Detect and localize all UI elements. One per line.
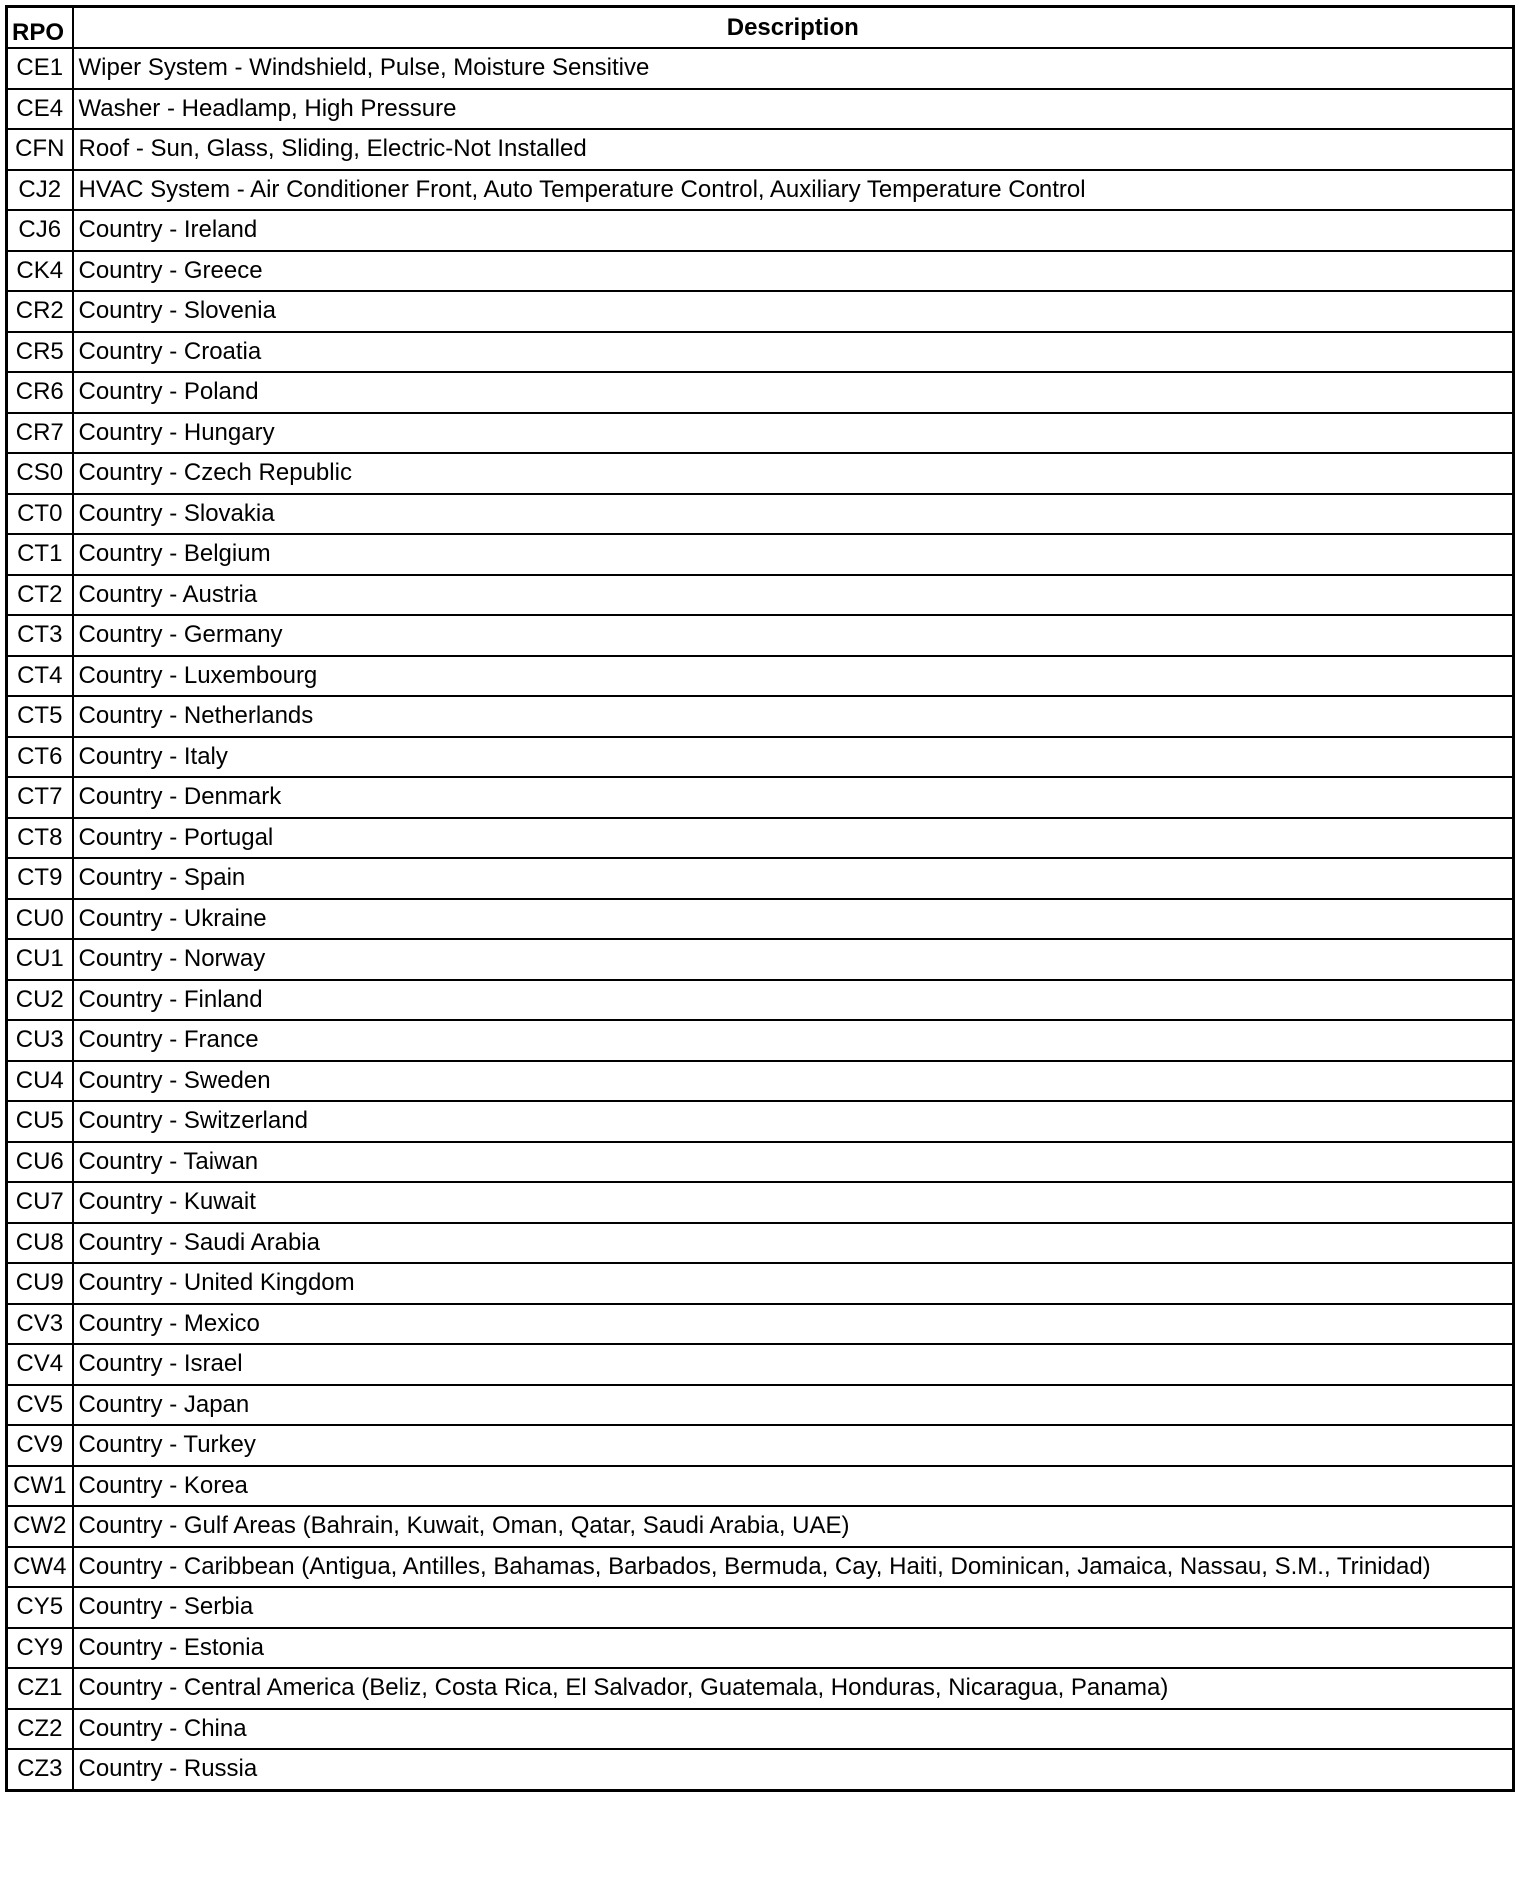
table-header: [7, 7, 1514, 49]
description-cell: Country - China: [73, 1709, 1514, 1750]
rpo-code-cell: CE4: [7, 89, 73, 130]
rpo-code-cell: CV3: [7, 1304, 73, 1345]
rpo-code-cell: CV4: [7, 1344, 73, 1385]
rpo-code-cell: CV9: [7, 1425, 73, 1466]
table-row: [7, 1385, 1514, 1426]
rpo-code-cell: CJ2: [7, 170, 73, 211]
table-row: [7, 1061, 1514, 1102]
rpo-code-cell: CU2: [7, 980, 73, 1021]
table-row: [7, 737, 1514, 778]
rpo-code-cell: CT9: [7, 858, 73, 899]
table-row: [7, 575, 1514, 616]
rpo-code-cell: CK4: [7, 251, 73, 292]
description-cell: Country - Korea: [73, 1466, 1514, 1507]
rpo-code-cell: CW1: [7, 1466, 73, 1507]
table-row: [7, 1020, 1514, 1061]
rpo-code-cell: CU0: [7, 899, 73, 940]
description-cell: Roof - Sun, Glass, Sliding, Electric-Not Installed: [73, 129, 1514, 170]
table-row: [7, 170, 1514, 211]
rpo-code-cell: CZ2: [7, 1709, 73, 1750]
table-row: [7, 251, 1514, 292]
rpo-code-cell: CU7: [7, 1182, 73, 1223]
rpo-code-cell: CW2: [7, 1506, 73, 1547]
description-column-header: Description: [73, 7, 1514, 49]
description-cell: Country - Ireland: [73, 210, 1514, 251]
description-cell: Country - Norway: [73, 939, 1514, 980]
table-body: [7, 48, 1514, 1790]
table-row: [7, 1506, 1514, 1547]
rpo-code-cell: CW4: [7, 1547, 73, 1588]
rpo-code-cell: CU8: [7, 1223, 73, 1264]
description-cell: Country - Belgium: [73, 534, 1514, 575]
rpo-code-cell: CY9: [7, 1628, 73, 1669]
description-cell: Country - Turkey: [73, 1425, 1514, 1466]
description-cell: Country - Croatia: [73, 332, 1514, 373]
rpo-code-cell: CV5: [7, 1385, 73, 1426]
table-row: [7, 1547, 1514, 1588]
table-row: [7, 413, 1514, 454]
rpo-code-cell: CT3: [7, 615, 73, 656]
table-row: [7, 534, 1514, 575]
description-cell: Country - Germany: [73, 615, 1514, 656]
rpo-code-cell: CT2: [7, 575, 73, 616]
description-cell: Washer - Headlamp, High Pressure: [73, 89, 1514, 130]
rpo-code-cell: CU3: [7, 1020, 73, 1061]
table-row: [7, 291, 1514, 332]
description-cell: Country - Serbia: [73, 1587, 1514, 1628]
table-row: [7, 1425, 1514, 1466]
table-row: [7, 858, 1514, 899]
table-row: [7, 980, 1514, 1021]
description-cell: Country - Hungary: [73, 413, 1514, 454]
description-cell: Country - Portugal: [73, 818, 1514, 859]
rpo-code-cell: CT7: [7, 777, 73, 818]
description-cell: Country - Luxembourg: [73, 656, 1514, 697]
table-row: [7, 1263, 1514, 1304]
description-cell: Country - Russia: [73, 1749, 1514, 1790]
rpo-code-cell: CR7: [7, 413, 73, 454]
table-row: [7, 656, 1514, 697]
table-row: [7, 615, 1514, 656]
table-row: [7, 210, 1514, 251]
description-cell: Country - Sweden: [73, 1061, 1514, 1102]
rpo-code-cell: CR6: [7, 372, 73, 413]
description-cell: Country - Poland: [73, 372, 1514, 413]
table-row: [7, 129, 1514, 170]
rpo-code-cell: CU1: [7, 939, 73, 980]
description-cell: Country - Caribbean (Antigua, Antilles, Bahamas, Barbados, Bermuda, Cay, Haiti, Dominican, Jamaica, Nassau, S.M., Trinidad): [73, 1547, 1514, 1588]
description-cell: Country - Italy: [73, 737, 1514, 778]
table-row: [7, 1749, 1514, 1790]
rpo-code-cell: CR2: [7, 291, 73, 332]
rpo-table: [5, 5, 1515, 1792]
rpo-code-cell: CU5: [7, 1101, 73, 1142]
table-row: [7, 1344, 1514, 1385]
description-cell: Wiper System - Windshield, Pulse, Moisture Sensitive: [73, 48, 1514, 89]
table-row: [7, 777, 1514, 818]
table-row: [7, 1668, 1514, 1709]
rpo-code-cell: CS0: [7, 453, 73, 494]
table-row: [7, 89, 1514, 130]
rpo-code-cell: CT0: [7, 494, 73, 535]
description-cell: Country - Czech Republic: [73, 453, 1514, 494]
table-row: [7, 1587, 1514, 1628]
rpo-code-cell: CY5: [7, 1587, 73, 1628]
description-cell: Country - Greece: [73, 251, 1514, 292]
description-cell: Country - Kuwait: [73, 1182, 1514, 1223]
rpo-code-cell: CT5: [7, 696, 73, 737]
table-row: [7, 818, 1514, 859]
rpo-code-cell: CU6: [7, 1142, 73, 1183]
description-cell: Country - Slovakia: [73, 494, 1514, 535]
table-row: [7, 939, 1514, 980]
description-cell: HVAC System - Air Conditioner Front, Auto Temperature Control, Auxiliary Temperature Control: [73, 170, 1514, 211]
rpo-code-cell: CU9: [7, 1263, 73, 1304]
description-cell: Country - Spain: [73, 858, 1514, 899]
table-row: [7, 1466, 1514, 1507]
description-cell: Country - Mexico: [73, 1304, 1514, 1345]
description-cell: Country - Switzerland: [73, 1101, 1514, 1142]
rpo-code-cell: CFN: [7, 129, 73, 170]
table-row: [7, 899, 1514, 940]
rpo-code-cell: CT6: [7, 737, 73, 778]
rpo-code-cell: CU4: [7, 1061, 73, 1102]
description-cell: Country - Austria: [73, 575, 1514, 616]
description-cell: Country - Denmark: [73, 777, 1514, 818]
rpo-code-cell: CJ6: [7, 210, 73, 251]
table-row: [7, 1142, 1514, 1183]
description-cell: Country - Israel: [73, 1344, 1514, 1385]
rpo-code-cell: CZ1: [7, 1668, 73, 1709]
table-row: [7, 48, 1514, 89]
description-cell: Country - Netherlands: [73, 696, 1514, 737]
rpo-code-cell: CT1: [7, 534, 73, 575]
description-cell: Country - France: [73, 1020, 1514, 1061]
description-cell: Country - Slovenia: [73, 291, 1514, 332]
description-cell: Country - Central America (Beliz, Costa Rica, El Salvador, Guatemala, Honduras, Nicaragua, Panama): [73, 1668, 1514, 1709]
rpo-code-cell: CR5: [7, 332, 73, 373]
table-row: [7, 1709, 1514, 1750]
rpo-column-header: RPO: [7, 7, 73, 49]
table-row: [7, 1304, 1514, 1345]
table-row: [7, 332, 1514, 373]
description-cell: Country - United Kingdom: [73, 1263, 1514, 1304]
table-row: [7, 696, 1514, 737]
description-cell: Country - Gulf Areas (Bahrain, Kuwait, Oman, Qatar, Saudi Arabia, UAE): [73, 1506, 1514, 1547]
rpo-code-cell: CT8: [7, 818, 73, 859]
table-row: [7, 372, 1514, 413]
rpo-code-cell: CE1: [7, 48, 73, 89]
description-cell: Country - Finland: [73, 980, 1514, 1021]
description-cell: Country - Estonia: [73, 1628, 1514, 1669]
header-row: [7, 7, 1514, 49]
table-row: [7, 494, 1514, 535]
rpo-code-cell: CZ3: [7, 1749, 73, 1790]
table-row: [7, 1628, 1514, 1669]
table-row: [7, 1223, 1514, 1264]
description-cell: Country - Japan: [73, 1385, 1514, 1426]
table-row: [7, 1101, 1514, 1142]
description-cell: Country - Taiwan: [73, 1142, 1514, 1183]
description-cell: Country - Ukraine: [73, 899, 1514, 940]
table-row: [7, 1182, 1514, 1223]
rpo-code-cell: CT4: [7, 656, 73, 697]
table-row: [7, 453, 1514, 494]
description-cell: Country - Saudi Arabia: [73, 1223, 1514, 1264]
